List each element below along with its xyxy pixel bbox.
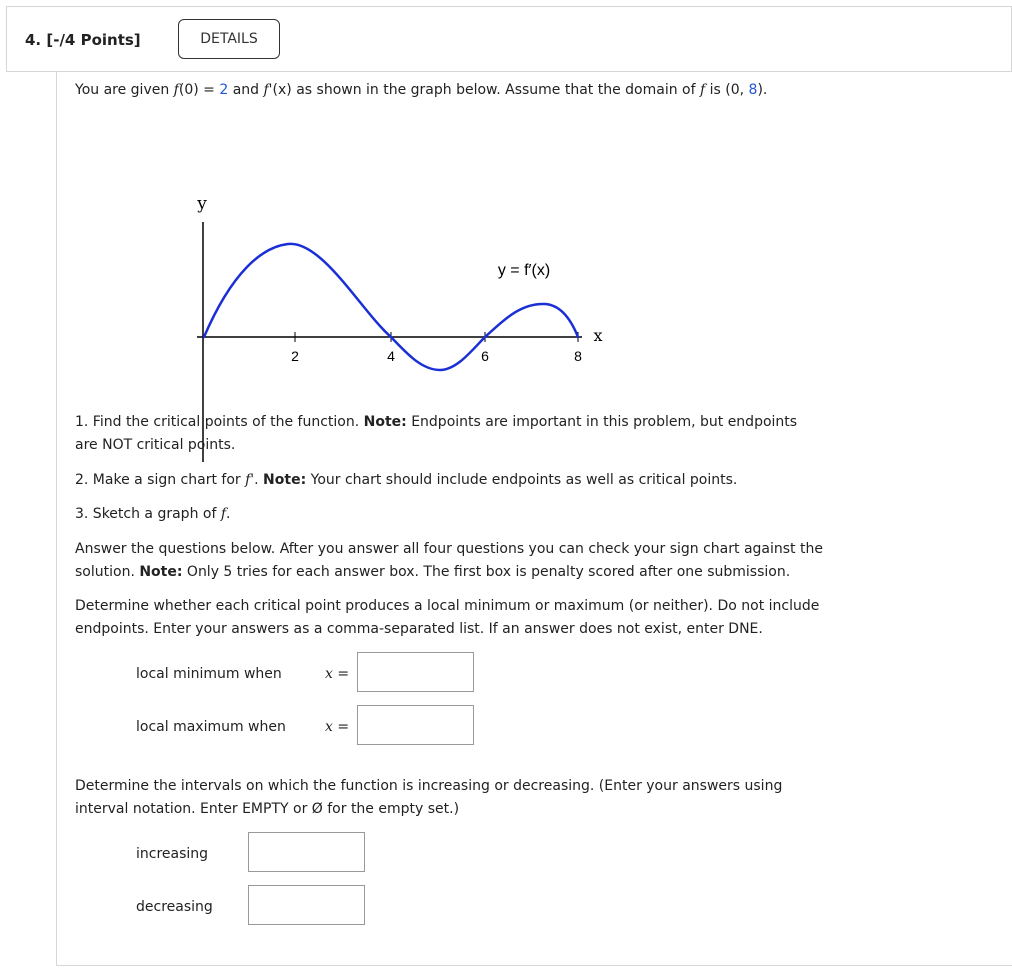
intro-text — [75, 79, 767, 102]
answer-instructions-line-1: Answer the questions below. After you answer all four questions you can check your sign chart against the — [75, 541, 823, 557]
answer-instructions-line-2 — [75, 561, 790, 584]
intro-part: ). — [757, 82, 768, 98]
instruction-part: Your chart should include endpoints as well as critical points. — [306, 472, 738, 488]
instruction-part: . — [226, 506, 231, 522]
question-number: 4. [-/4 Points] — [25, 31, 141, 49]
intro-part: and — [228, 82, 264, 98]
local-min-x-eq: x = — [325, 666, 350, 682]
local-max-label: local maximum when — [136, 719, 286, 735]
intervals-instructions-line-2: interval notation. Enter EMPTY or Ø for the empty set.) — [75, 801, 460, 817]
intro-f0-value: 2 — [219, 82, 229, 98]
details-button[interactable]: DETAILS — [178, 19, 280, 59]
extrema-instructions-line-2: endpoints. Enter your answers as a comma-separated list. If an answer does not exist, enter DNE. — [75, 621, 763, 637]
intro-part: as shown in the graph below. Assume that the domain of — [291, 82, 700, 98]
x-tick-label: 4 — [387, 348, 395, 364]
intro-domain-end: 8 — [748, 82, 758, 98]
y-axis-label: y — [197, 194, 207, 214]
question-body — [56, 72, 1012, 966]
instruction-part: 3. Sketch a graph of — [75, 506, 221, 522]
local-min-input[interactable] — [357, 652, 474, 692]
question-header — [6, 6, 1012, 72]
intro-f-name: f — [700, 82, 706, 98]
increasing-input[interactable] — [248, 832, 365, 872]
intro-f0-arg: (0) = — [178, 82, 220, 98]
instruction-1-line-1 — [75, 411, 797, 434]
increasing-label: increasing — [136, 846, 209, 862]
local-max-input[interactable] — [357, 705, 474, 745]
decreasing-label: decreasing — [136, 899, 213, 915]
x-axis-label: x — [593, 326, 603, 345]
instruction-fprime-symbol: f' — [245, 472, 255, 488]
x-tick-label: 2 — [291, 348, 299, 364]
instruction-part: . — [254, 472, 264, 488]
intro-fprime-arg: (x) — [272, 82, 292, 98]
note-label: Note: — [363, 414, 407, 430]
intro-part: is (0, — [705, 82, 749, 98]
extrema-instructions-line-1: Determine whether each critical point produces a local minimum or maximum (or neither). Do not include — [75, 598, 820, 614]
instruction-part: Endpoints are important in this problem, but endpoints — [406, 414, 798, 430]
curve-label: y = f′(x) — [497, 262, 551, 279]
instruction-2 — [75, 469, 737, 492]
instruction-part: 2. Make a sign chart for — [75, 472, 246, 488]
intro-fprime-symbol: f' — [263, 82, 273, 98]
instruction-part: solution. — [75, 564, 140, 580]
local-min-label: local minimum when — [136, 666, 282, 682]
instruction-1-line-2: are NOT critical points. — [75, 437, 236, 453]
instruction-3 — [75, 503, 230, 526]
note-label: Note: — [139, 564, 183, 580]
local-max-x-eq: x = — [325, 719, 350, 735]
note-label: Note: — [263, 472, 307, 488]
instruction-part: 1. Find the critical points of the function. — [75, 414, 364, 430]
decreasing-input[interactable] — [248, 885, 365, 925]
intervals-instructions-line-1: Determine the intervals on which the function is increasing or decreasing. (Enter your answers using — [75, 778, 783, 794]
instruction-part: Only 5 tries for each answer box. The first box is penalty scored after one submission. — [182, 564, 791, 580]
intro-f-symbol: f — [173, 82, 179, 98]
x-tick-label: 8 — [574, 348, 582, 364]
intro-part: You are given — [75, 82, 174, 98]
x-tick-label: 6 — [481, 348, 489, 364]
instruction-f-symbol: f — [220, 506, 227, 522]
